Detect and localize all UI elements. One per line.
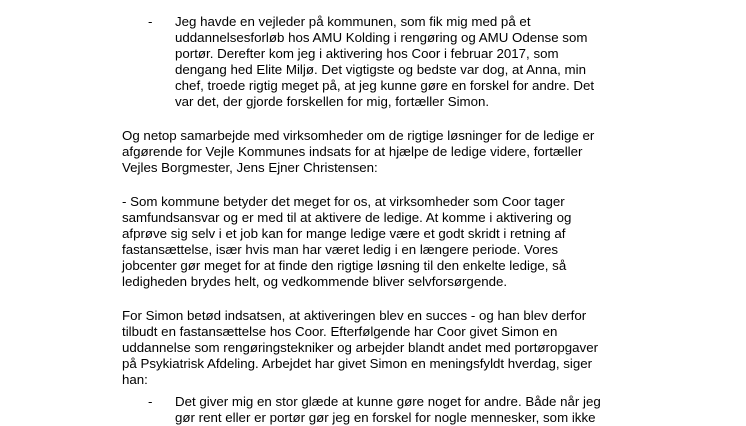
paragraph-3 [122, 308, 622, 388]
text-line: dengang hed Elite Miljø. Det vigtigste og bedste var dog, at Anna, min [175, 62, 586, 77]
text-line: afprøve sig selv i et job kan for mange ledige være et godt skridt i retning af [122, 226, 566, 241]
text-line: Vejles Borgmester, Jens Ejner Christensen: [122, 160, 378, 175]
text-line: tilbudt en fastansættelse hos Coor. Efterfølgende har Coor givet Simon en [122, 324, 558, 339]
text-line: fastansættelse, især hvis man har været ledig i en længere periode. Vores [122, 242, 559, 257]
bullet-marker: - [148, 394, 153, 409]
text-line: var det, der gjorde forskellen for mig, fortæller Simon. [175, 94, 490, 109]
text-line: samfundsansvar og er med til at aktivere de ledige. At komme i aktivering og [122, 210, 572, 225]
paragraph-2 [122, 194, 622, 290]
text-line: chef, troede rigtig meget på, at jeg kunne gøre en forskel for andre. Det [175, 78, 595, 93]
text-line: jobcenter gør meget for at finde den rigtige løsning til den enkelte ledige, så [122, 258, 567, 273]
paragraph-1 [122, 128, 622, 176]
text-line: ledigheden brydes helt, og vedkommende bliver selvforsørgende. [122, 274, 508, 289]
text-line: portør. Derefter kom jeg i aktivering hos Coor i februar 2017, som [175, 46, 559, 61]
bullet-marker: - [148, 14, 153, 29]
text-line: uddannelse som rengøringstekniker og arbejder blandt andet med portøropgaver [122, 340, 599, 355]
text-line: gør rent eller er portør gør jeg en forskel for nogle mennesker, som ikke [175, 410, 596, 425]
text-line: For Simon betød indsatsen, at aktiveringen blev en succes - og han blev derfor [122, 308, 587, 323]
text-line: Jeg havde en vejleder på kommunen, som fik mig med på et [175, 14, 531, 29]
bullet-2-text [175, 394, 645, 426]
bullet-1-text [175, 14, 645, 110]
text-line: Det giver mig en stor glæde at kunne gøre noget for andre. Både når jeg [175, 394, 601, 409]
text-line: Og netop samarbejde med virksomheder om de rigtige løsninger for de ledige er [122, 128, 595, 143]
text-line: på Psykiatrisk Afdeling. Arbejdet har givet Simon en meningsfyldt hverdag, siger [122, 356, 593, 371]
text-line: han: [122, 372, 148, 387]
text-line: - Som kommune betyder det meget for os, at virksomheder som Coor tager [122, 194, 565, 209]
text-line: uddannelsesforløb hos AMU Kolding i rengøring og AMU Odense som [175, 30, 588, 45]
text-line: afgørende for Vejle Kommunes indsats for at hjælpe de ledige videre, fortæller [122, 144, 583, 159]
